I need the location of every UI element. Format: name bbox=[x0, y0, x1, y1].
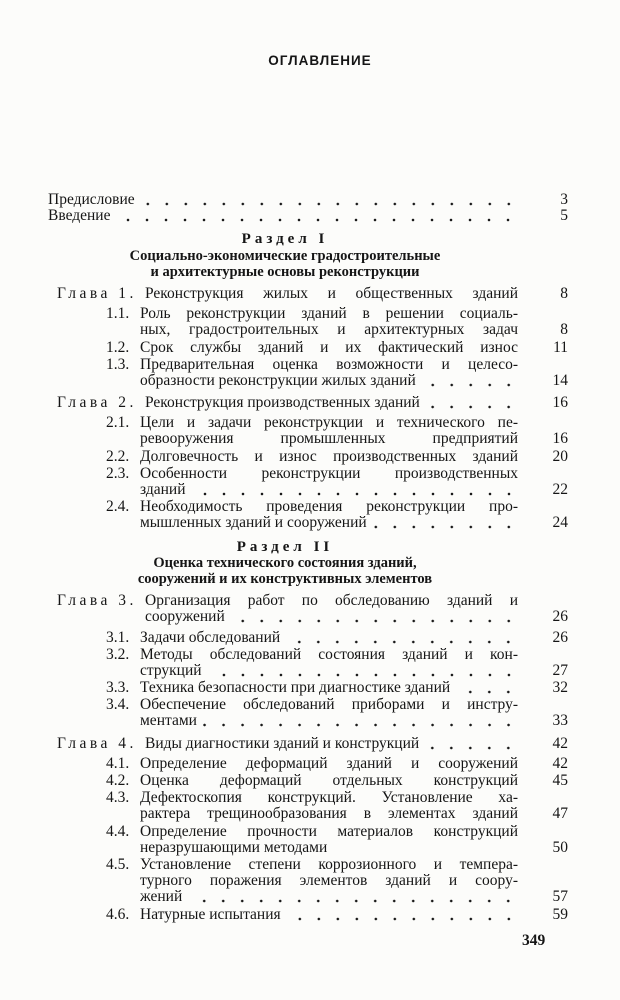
toc-line bbox=[0, 499, 620, 515]
toc-line bbox=[0, 630, 620, 646]
dot-leader bbox=[286, 630, 518, 646]
toc-line bbox=[0, 680, 620, 696]
toc-line bbox=[0, 431, 620, 447]
entry-page-number: 50 bbox=[552, 838, 568, 856]
subsection-number: 2.3. bbox=[106, 464, 130, 482]
entry-page-number: 59 bbox=[552, 905, 568, 923]
entry-page-number: 3 bbox=[560, 191, 568, 208]
toc-line bbox=[0, 286, 620, 302]
entry-text bbox=[140, 663, 518, 679]
dot-leader bbox=[203, 713, 518, 729]
subsection-entry bbox=[0, 415, 620, 447]
chapter-entry bbox=[0, 286, 620, 302]
toc-line bbox=[0, 395, 620, 411]
toc-line bbox=[0, 482, 620, 498]
entry-text bbox=[140, 482, 518, 498]
toc-line bbox=[0, 824, 620, 840]
section-header bbox=[0, 231, 620, 280]
entry-text: Предварительная оценка возможности и целесо- bbox=[140, 356, 518, 373]
entry-text: Обеспечение обследований приборами и инстру- bbox=[140, 697, 518, 714]
subsection-number: 1.3. bbox=[106, 355, 130, 373]
toc-line bbox=[0, 806, 620, 822]
toc-line bbox=[0, 857, 620, 873]
subsection-entry bbox=[0, 680, 620, 696]
toc-line bbox=[0, 773, 620, 789]
entry-page-number: 22 bbox=[552, 481, 568, 498]
toc-line bbox=[0, 593, 620, 609]
subsection-number: 3.3. bbox=[106, 679, 130, 697]
entry-text: рактера трещинообразования в элементах зданий bbox=[140, 806, 518, 823]
dot-leader bbox=[188, 889, 518, 905]
subsection-entry bbox=[0, 340, 620, 356]
entry-text bbox=[145, 395, 518, 411]
subsection-number: 4.2. bbox=[106, 772, 130, 789]
subsection-entry bbox=[0, 907, 620, 923]
entry-text: Срок службы зданий и их фактический износ bbox=[140, 339, 518, 356]
toc-line bbox=[0, 357, 620, 373]
entry-page-number: 42 bbox=[552, 754, 568, 772]
toc-line bbox=[0, 907, 620, 923]
entry-text: Реконструкция жилых и общественных зданий bbox=[145, 285, 518, 302]
subsection-entry bbox=[0, 857, 620, 906]
subsection-entry bbox=[0, 697, 620, 729]
entry-title: Натурные испытания bbox=[140, 906, 281, 923]
toc-line bbox=[0, 192, 620, 208]
toc-line bbox=[0, 663, 620, 679]
dot-leader bbox=[422, 373, 518, 389]
entry-title: Задачи обследований bbox=[140, 629, 281, 646]
entry-text bbox=[140, 630, 518, 646]
toc-line bbox=[0, 306, 620, 322]
subsection-entry bbox=[0, 499, 620, 531]
subsection-number: 2.2. bbox=[106, 447, 130, 465]
section-subtitle: и архитектурные основы реконструкции bbox=[150, 263, 420, 280]
subsection-entry bbox=[0, 756, 620, 772]
subsection-number: 4.4. bbox=[106, 822, 130, 840]
entry-text: Оценка деформаций отдельных конструкций bbox=[140, 773, 518, 789]
dot-leader bbox=[425, 736, 518, 752]
entry-text bbox=[145, 609, 518, 625]
entry-text: неразрушающими методами bbox=[140, 839, 328, 856]
toc-line bbox=[0, 373, 620, 389]
chapter-label: Глава 4. bbox=[57, 734, 137, 752]
dot-leader bbox=[192, 482, 519, 498]
subsection-number: 2.1. bbox=[106, 414, 130, 432]
entry-title: Виды диагностики зданий и конструкций bbox=[145, 735, 420, 752]
entry-text: Определение прочности материалов конструкций bbox=[140, 823, 518, 840]
entry-text: Установление степени коррозионного и темпера- bbox=[140, 856, 518, 873]
entry-page-number: 11 bbox=[553, 338, 568, 356]
toc-line bbox=[0, 322, 620, 338]
toc-line bbox=[0, 515, 620, 531]
entry-page-number: 8 bbox=[560, 321, 568, 339]
toc-line bbox=[0, 697, 620, 713]
section-heading: Раздел I bbox=[241, 231, 329, 248]
entry-page-number: 14 bbox=[552, 371, 568, 389]
entry-text: Роль реконструкции зданий в решении социаль- bbox=[140, 306, 518, 323]
subsection-number: 3.2. bbox=[106, 645, 130, 663]
entry-text bbox=[48, 192, 518, 208]
chapter-label: Глава 3. bbox=[57, 592, 137, 610]
entry-title: струкций bbox=[140, 662, 202, 679]
toc-line bbox=[0, 873, 620, 889]
entry-text bbox=[145, 736, 518, 752]
entry-title: зданий bbox=[140, 482, 186, 498]
toc-line bbox=[0, 647, 620, 663]
toc-line bbox=[0, 889, 620, 905]
chapter-label: Глава 1. bbox=[57, 284, 137, 302]
page-title: ОГЛАВЛЕНИЕ bbox=[268, 53, 372, 68]
entry-title: Техника безопасности при диагностике зданий bbox=[140, 680, 451, 697]
section-subtitle: Оценка технического состояния зданий, bbox=[153, 554, 417, 571]
entry-page-number: 45 bbox=[552, 772, 568, 789]
dot-leader bbox=[426, 395, 518, 411]
toc-line bbox=[0, 415, 620, 431]
entry-text bbox=[140, 680, 518, 696]
toc-line bbox=[0, 449, 620, 465]
entry-text: Цели и задачи реконструкции и технического пе- bbox=[140, 415, 518, 432]
entry-title: образности реконструкции жилых зданий bbox=[140, 372, 416, 389]
toc-line bbox=[0, 466, 620, 482]
chapter-entry bbox=[0, 593, 620, 625]
chapter-entry bbox=[0, 736, 620, 752]
dot-leader bbox=[456, 680, 518, 696]
toc-line bbox=[0, 208, 620, 224]
chapter-entry bbox=[0, 395, 620, 411]
entry-page-number: 8 bbox=[560, 284, 568, 302]
entry-text bbox=[140, 713, 518, 729]
subsection-number: 3.4. bbox=[106, 696, 130, 714]
dot-leader bbox=[141, 192, 518, 208]
toc-line bbox=[0, 756, 620, 772]
subsection-entry bbox=[0, 647, 620, 679]
entry-title: сооружений bbox=[145, 609, 225, 626]
entry-page-number: 24 bbox=[552, 514, 568, 532]
dot-leader bbox=[231, 609, 518, 625]
dot-leader bbox=[208, 663, 518, 679]
section-subtitle: Социально-экономические градостроительные bbox=[129, 247, 441, 264]
entry-title: Введение bbox=[48, 208, 111, 225]
entry-text: Методы обследований состояния зданий и кон- bbox=[140, 646, 518, 663]
entry-title: мышленных зданий и сооружений bbox=[140, 515, 367, 532]
entry-page-number: 32 bbox=[552, 679, 568, 697]
entry-text bbox=[48, 208, 518, 224]
page-number: 349 bbox=[522, 932, 546, 949]
toc-line bbox=[0, 736, 620, 752]
entry-text: ревооружения промышленных предприятий bbox=[140, 431, 518, 448]
entry-text bbox=[140, 515, 518, 531]
entry-text: Организация работ по обследованию зданий и bbox=[145, 593, 518, 610]
toc-entry bbox=[0, 208, 620, 224]
entry-page-number: 16 bbox=[552, 394, 568, 412]
entry-page-number: 57 bbox=[552, 888, 568, 906]
toc-entry bbox=[0, 192, 620, 208]
chapter-label: Глава 2. bbox=[57, 394, 137, 412]
entry-text: Необходимость проведения реконструкции про- bbox=[140, 499, 518, 516]
entry-title: жений bbox=[140, 889, 183, 906]
entry-title: ментами bbox=[140, 713, 197, 730]
entry-text bbox=[140, 889, 518, 905]
entry-text: Дефектоскопия конструкций. Установление ха- bbox=[140, 790, 518, 807]
entry-text bbox=[140, 907, 518, 923]
toc-line bbox=[0, 609, 620, 625]
subsection-number: 4.6. bbox=[106, 905, 130, 923]
dot-leader bbox=[373, 515, 518, 531]
entry-text: Определение деформаций зданий и сооружений bbox=[140, 755, 518, 772]
table-of-contents bbox=[0, 192, 620, 923]
subsection-number: 3.1. bbox=[106, 628, 130, 646]
entry-text: турного поражения элементов зданий и соору- bbox=[140, 873, 518, 890]
entry-page-number: 33 bbox=[552, 712, 568, 730]
subsection-entry bbox=[0, 773, 620, 789]
dot-leader bbox=[116, 208, 518, 224]
section-subtitle: сооружений и их конструктивных элементов bbox=[137, 570, 433, 587]
toc-line bbox=[0, 713, 620, 729]
entry-page-number: 26 bbox=[552, 628, 568, 646]
subsection-entry bbox=[0, 630, 620, 646]
section-header bbox=[0, 539, 620, 588]
entry-page-number: 26 bbox=[552, 608, 568, 626]
subsection-entry bbox=[0, 466, 620, 498]
subsection-number: 4.3. bbox=[106, 789, 130, 807]
toc-line bbox=[0, 790, 620, 806]
subsection-entry bbox=[0, 790, 620, 822]
entry-text: ных, градостроительных и архитектурных задач bbox=[140, 322, 518, 339]
entry-title: Предисловие bbox=[48, 192, 135, 208]
entry-page-number: 20 bbox=[552, 447, 568, 465]
subsection-number: 1.2. bbox=[106, 338, 130, 356]
entry-text: Долговечность и износ производственных зданий bbox=[140, 448, 518, 465]
entry-page-number: 27 bbox=[552, 661, 568, 679]
entry-page-number: 5 bbox=[560, 207, 568, 225]
toc-line bbox=[0, 840, 620, 856]
subsection-entry bbox=[0, 357, 620, 389]
entry-page-number: 47 bbox=[552, 805, 568, 823]
subsection-number: 4.1. bbox=[106, 754, 130, 772]
subsection-number: 4.5. bbox=[106, 855, 130, 873]
dot-leader bbox=[287, 907, 518, 923]
subsection-entry bbox=[0, 824, 620, 856]
entry-text bbox=[140, 373, 518, 389]
subsection-entry bbox=[0, 449, 620, 465]
subsection-number: 2.4. bbox=[106, 498, 130, 516]
entry-page-number: 16 bbox=[552, 430, 568, 448]
entry-text: Особенности реконструкции производственных bbox=[140, 465, 518, 482]
entry-title: Реконструкция производственных зданий bbox=[145, 395, 420, 412]
subsection-number: 1.1. bbox=[106, 305, 130, 323]
entry-page-number: 42 bbox=[552, 734, 568, 752]
section-heading: Раздел II bbox=[236, 538, 334, 555]
subsection-entry bbox=[0, 306, 620, 338]
toc-line bbox=[0, 340, 620, 356]
